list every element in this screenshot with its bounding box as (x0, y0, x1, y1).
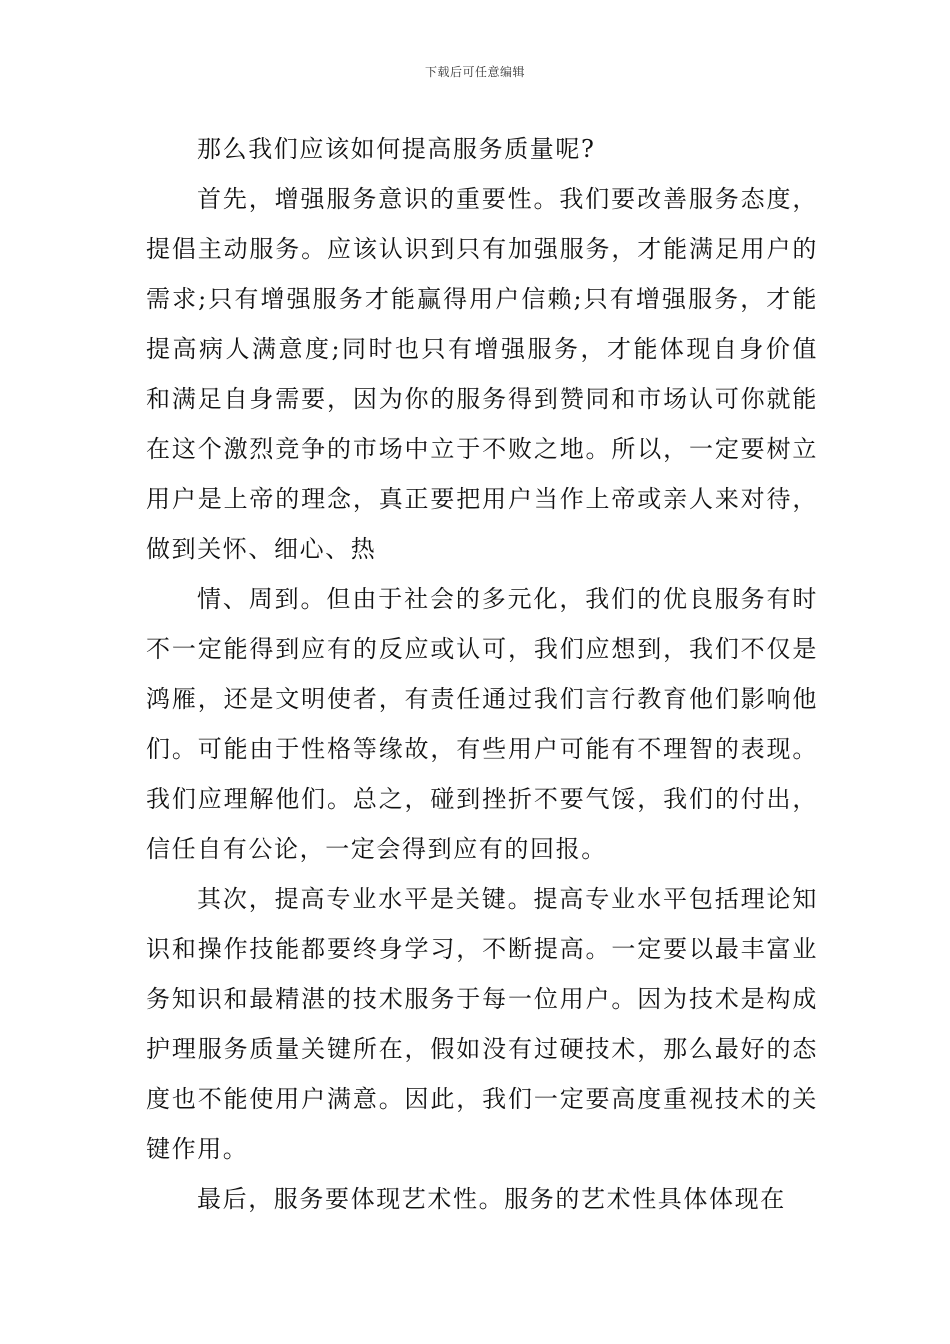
document-body (146, 124, 818, 1224)
paragraph-service-artistry: 最后，服务要体现艺术性。服务的艺术性具体体现在 (197, 1185, 786, 1213)
paragraph-question: 那么我们应该如何提高服务质量呢? (197, 135, 596, 163)
header-note: 下载后可任意编辑 (424, 65, 525, 79)
paragraph-professional-level: 其次，提高专业水平是关键。提高专业水平包括理论知识和操作技能都要终身学习，不断提高。一定要以最丰富业务知识和最精湛的技术服务于每一位用户。因为技术是构成护理服务质量关键所在，假如没有过硬技术，那么最好的态度也不能使用户满意。因此，我们一定要高度重视技术的关键作用。 (146, 885, 818, 1163)
paragraph-service-continuation: 情、周到。但由于社会的多元化，我们的优良服务有时不一定能得到应有的反应或认可，我们应想到，我们不仅是鸿雁，还是文明使者，有责任通过我们言行教育他们影响他们。可能由于性格等缘故，有些用户可能有不理智的表现。我们应理解他们。总之，碰到挫折不要气馁，我们的付出，信任自有公论，一定会得到应有的回报。 (146, 585, 818, 863)
paragraph-service-awareness: 首先，增强服务意识的重要性。我们要改善服务态度，提倡主动服务。应该认识到只有加强服务，才能满足用户的需求;只有增强服务才能赢得用户信赖;只有增强服务，才能提高病人满意度;同时也只有增强服务，才能体现自身价值和满足自身需要，因为你的服务得到赞同和市场认可你就能在这个激烈竞争的市场中立于不败之地。所以，一定要树立用户是上帝的理念，真正要把用户当作上帝或亲人来对待，做到关怀、细心、热 (146, 185, 818, 563)
